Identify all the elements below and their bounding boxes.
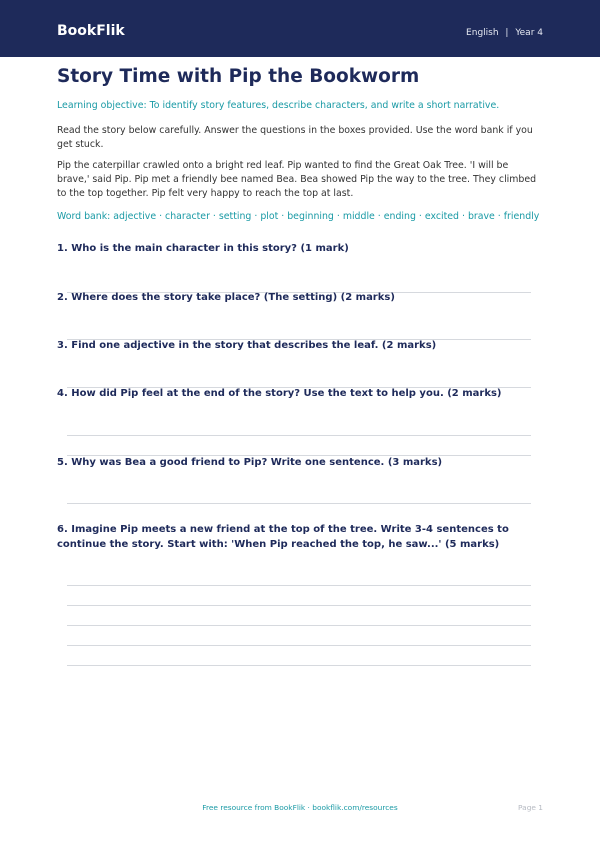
learning-objective: Learning objective: To identify story features, describe characters, and write a short narrative. [57, 100, 500, 111]
story-text: Pip the caterpillar crawled onto a bright red leaf. Pip wanted to find the Great Oak Tree. 'I will be brave,' said Pip. Pip met a friendly bee named Bea. Bea showed Pip the way to the tree. They climbed to the top together. Pip felt very happy to reach the top at last. [57, 160, 537, 199]
answer-line[interactable] [67, 625, 531, 626]
subject-year-label [466, 28, 543, 38]
header-separator: | [505, 28, 509, 38]
page-number: Page 1 [518, 803, 543, 812]
question-6: 6. Imagine Pip meets a new friend at the top of the tree. Write 3-4 sentences to continue the story. Start with: 'When Pip reached the top, he saw...' (5 marks) [57, 524, 509, 550]
answer-line[interactable] [67, 585, 531, 586]
question-1: 1. Who is the main character in this story? (1 mark) [57, 243, 349, 254]
brand-logo[interactable]: BookFlik [57, 23, 125, 39]
year-label: Year 4 [515, 28, 543, 38]
instructions-text: Read the story below carefully. Answer the questions in the boxes provided. Use the word bank if you get stuck. [57, 125, 533, 150]
header-bar [0, 0, 600, 57]
answer-line[interactable] [67, 645, 531, 646]
page-title: Story Time with Pip the Bookworm [57, 66, 420, 87]
question-2: 2. Where does the story take place? (The setting) (2 marks) [57, 292, 395, 303]
footer-credit[interactable]: Free resource from BookFlik · bookflik.com/resources [202, 803, 398, 812]
subject-label: English [466, 28, 499, 38]
word-bank: Word bank: adjective · character · setting · plot · beginning · middle · ending · excited · brave · friendly [57, 211, 540, 222]
question-5: 5. Why was Bea a good friend to Pip? Write one sentence. (3 marks) [57, 457, 443, 468]
question-3: 3. Find one adjective in the story that describes the leaf. (2 marks) [57, 340, 437, 351]
answer-line[interactable] [67, 665, 531, 666]
answer-line[interactable] [67, 503, 531, 504]
question-4: 4. How did Pip feel at the end of the story? Use the text to help you. (2 marks) [57, 388, 502, 399]
answer-line[interactable] [67, 605, 531, 606]
answer-line[interactable] [67, 435, 531, 436]
